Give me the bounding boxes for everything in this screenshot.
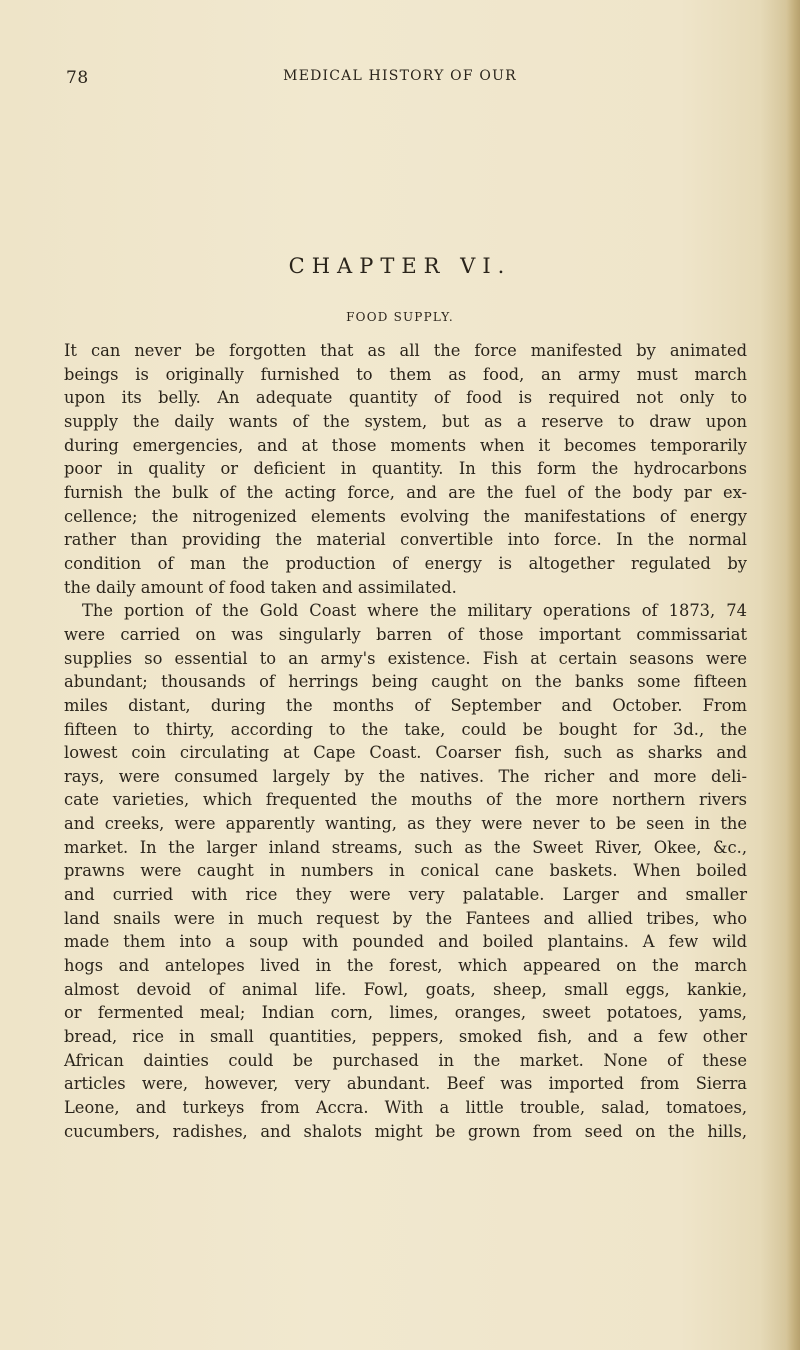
text-line: and curried with rice they were very palatable. Larger and smaller xyxy=(64,885,747,905)
text-line: articles were, however, very abundant. Beef was imported from Sierra xyxy=(64,1074,747,1094)
text-line: bread, rice in small quantities, peppers, smoked fish, and a few other xyxy=(64,1027,747,1047)
text-line: Leone, and turkeys from Accra. With a little trouble, salad, tomatoes, xyxy=(64,1098,747,1117)
text-line: African dainties could be purchased in the market. None of these xyxy=(64,1050,747,1070)
text-line: supplies so essential to an army's existence. Fish at certain seasons were xyxy=(64,648,747,668)
text-line: made them into a soup with pounded and boiled plantains. A few wild xyxy=(64,932,747,952)
text-line: prawns were caught in numbers in conical cane baskets. When boiled xyxy=(64,861,747,881)
text-line: furnish the bulk of the acting force, and are the fuel of the body par ex- xyxy=(64,482,747,502)
text-line: or fermented meal; Indian corn, limes, oranges, sweet potatoes, yams, xyxy=(64,1003,747,1023)
text-line: hogs and antelopes lived in the forest, which appeared on the march xyxy=(64,956,747,976)
text-line: abundant; thousands of herrings being caught on the banks some fifteen xyxy=(64,672,747,692)
text-line: during emergencies, and at those moments when it becomes temporarily xyxy=(64,435,747,455)
text-line: poor in quality or deficient in quantity. In this form the hydrocarbons xyxy=(64,459,747,479)
text-line: almost devoid of animal life. Fowl, goats, sheep, small eggs, kankie, xyxy=(64,979,747,999)
text-line: were carried on was singularly barren of those important commissariat xyxy=(64,624,747,644)
text-line: and creeks, were apparently wanting, as they were never to be seen in the xyxy=(64,814,747,834)
text-line: cucumbers, radishes, and shalots might be grown from seed on the hills, xyxy=(64,1121,747,1141)
text-line: land snails were in much request by the Fantees and allied tribes, who xyxy=(64,908,747,928)
text-line: the daily amount of food taken and assimilated. xyxy=(64,577,457,597)
text-line: supply the daily wants of the system, but as a reserve to draw upon xyxy=(64,411,747,431)
text-line: lowest coin circulating at Cape Coast. Coarser fish, such as sharks and xyxy=(64,743,747,763)
text-line: rays, were consumed largely by the natives. The richer and more deli- xyxy=(64,766,747,786)
text-line: The portion of the Gold Coast where the military operations of 1873, 74 xyxy=(82,601,747,621)
text-line: cate varieties, which frequented the mouths of the more northern rivers xyxy=(64,790,747,810)
body-text xyxy=(64,339,747,1143)
text-line: condition of man the production of energy is altogether regulated by xyxy=(64,553,747,573)
page-edge-shadow xyxy=(786,0,800,1350)
page-number: 78 xyxy=(66,68,89,88)
text-line: upon its belly. An adequate quantity of food is required not only to xyxy=(64,388,747,408)
text-line: beings is originally furnished to them as food, an army must march xyxy=(64,364,747,384)
text-line: rather than providing the material convertible into force. In the normal xyxy=(64,530,747,550)
text-line: market. In the larger inland streams, such as the Sweet River, Okee, &c., xyxy=(64,837,747,857)
text-line: fifteen to thirty, according to the take, could be bought for 3d., the xyxy=(64,719,747,739)
section-title: FOOD SUPPLY. xyxy=(346,310,454,324)
text-line: It can never be forgotten that as all the force manifested by animated xyxy=(64,341,747,360)
running-head: MEDICAL HISTORY OF OUR xyxy=(283,68,517,84)
chapter-heading: CHAPTER VI. xyxy=(288,254,512,278)
text-line: miles distant, during the months of September and October. From xyxy=(64,695,747,715)
text-line: cellence; the nitrogenized elements evolving the manifestations of energy xyxy=(64,506,747,526)
